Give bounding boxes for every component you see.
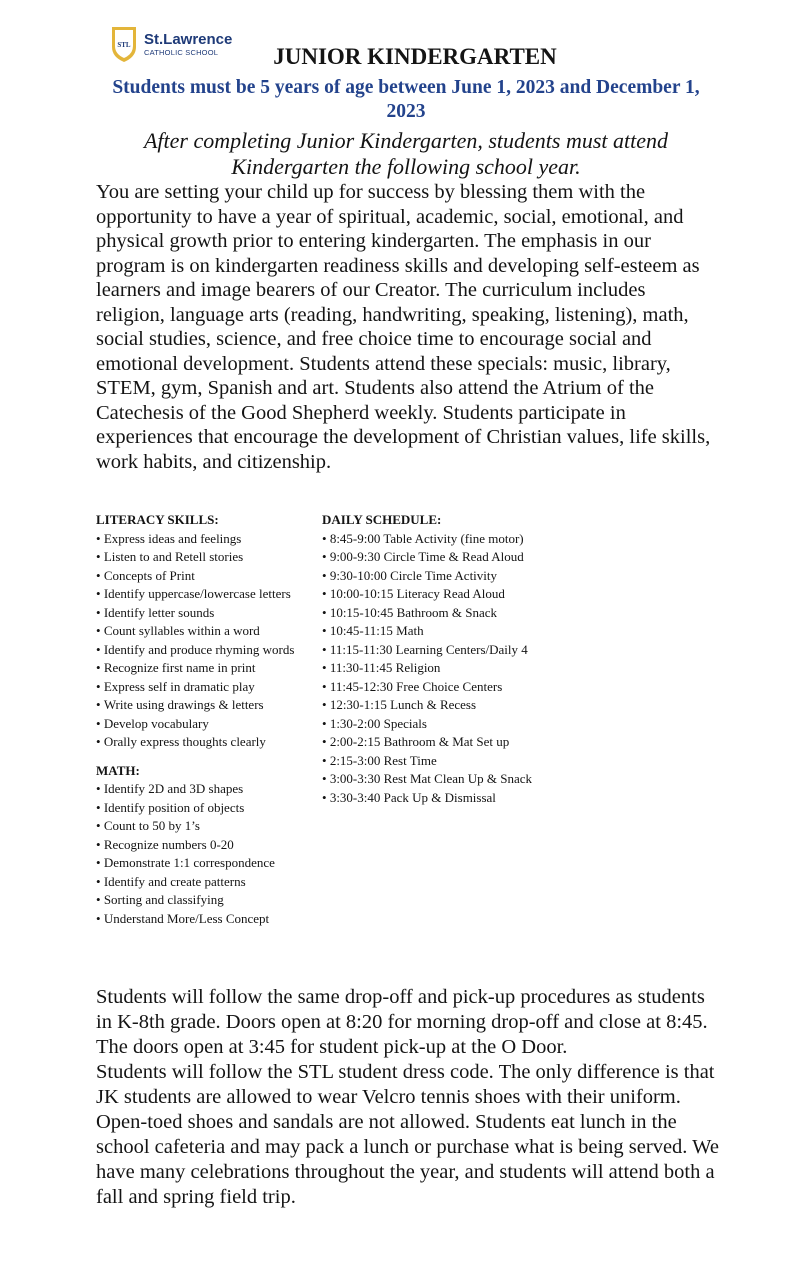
dress-code-paragraph: Students will follow the STL student dress code. The only difference is that JK students are allowed to wear Velcro tennis shoes with their uniform. Open-toed shoes and sandals are not allowed. Students eat lunch in the school cafeteria and may pack a lunch or purchase what is being served. We have many celebrations throughout the year, and students will attend both a fall and spring field trip. xyxy=(96,1061,719,1208)
schedule-item: • 1:30-2:00 Specials xyxy=(322,715,582,734)
schedule-item: • 8:45-9:00 Table Activity (fine motor) xyxy=(322,530,582,549)
schedule-heading: DAILY SCHEDULE: xyxy=(322,512,442,527)
literacy-item: • Recognize first name in print xyxy=(96,659,326,678)
math-item: • Identify 2D and 3D shapes xyxy=(96,780,326,799)
schedule-item: • 9:30-10:00 Circle Time Activity xyxy=(322,567,582,586)
math-heading: MATH: xyxy=(96,762,140,778)
schedule-item: • 11:15-11:30 Learning Centers/Daily 4 xyxy=(322,641,582,660)
math-item: • Count to 50 by 1’s xyxy=(96,817,326,836)
age-requirement: Students must be 5 years of age between June 1, 2023 and December 1, 2023 xyxy=(112,77,700,122)
literacy-item: • Count syllables within a word xyxy=(96,622,326,641)
dropoff-paragraph: Students will follow the same drop-off and pick-up procedures as students in K-8th grade. Doors open at 8:20 for morning drop-off and close at 8:45. The doors open at 3:45 for student pick-up at the O Door. xyxy=(96,986,708,1058)
schedule-item: • 9:00-9:30 Circle Time & Read Aloud xyxy=(322,548,582,567)
svg-text:STL: STL xyxy=(117,41,131,49)
schedule-item: • 11:45-12:30 Free Choice Centers xyxy=(322,678,582,697)
literacy-item: • Express self in dramatic play xyxy=(96,678,326,697)
procedures-section xyxy=(96,985,720,1210)
literacy-item: • Write using drawings & letters xyxy=(96,696,326,715)
school-subtitle: CATHOLIC SCHOOL xyxy=(144,47,219,57)
left-column xyxy=(96,511,326,928)
math-item: • Identify position of objects xyxy=(96,799,326,818)
schedule-list xyxy=(322,530,582,808)
literacy-list xyxy=(96,530,326,752)
intro-paragraph: You are setting your child up for success by blessing them with the opportunity to have a year of spiritual, academic, social, emotional, and physical growth prior to entering kindergarten. The emphasis in our program is on kindergarten readiness skills and developing self-esteem as learners and image bearers of our Creator. The curriculum includes religion, language arts (reading, handwriting, speaking, listening), math, social studies, science, and free choice time to encourage social and emotional development. Students attend these specials: music, library, STEM, gym, Spanish and art. Students also attend the Atrium of the Catechesis of the Good Shepherd weekly. Students participate in experiences that encourage the development of Christian values, life skills, work habits, and citizenship. xyxy=(96,181,711,473)
school-name: St.Lawrence xyxy=(144,30,233,48)
literacy-item: • Identify uppercase/lowercase letters xyxy=(96,585,326,604)
math-item: • Demonstrate 1:1 correspondence xyxy=(96,854,326,873)
math-item: • Identify and create patterns xyxy=(96,873,326,892)
literacy-item: • Orally express thoughts clearly xyxy=(96,733,326,752)
math-item: • Recognize numbers 0-20 xyxy=(96,836,326,855)
schedule-item: • 2:15-3:00 Rest Time xyxy=(322,752,582,771)
schedule-item: • 10:15-10:45 Bathroom & Snack xyxy=(322,604,582,623)
schedule-item: • 12:30-1:15 Lunch & Recess xyxy=(322,696,582,715)
right-column xyxy=(322,511,582,807)
literacy-item: • Express ideas and feelings xyxy=(96,530,326,549)
schedule-item: • 11:30-11:45 Religion xyxy=(322,659,582,678)
literacy-item: • Develop vocabulary xyxy=(96,715,326,734)
math-list xyxy=(96,780,326,928)
math-item: • Understand More/Less Concept xyxy=(96,910,326,929)
literacy-item: • Listen to and Retell stories xyxy=(96,548,326,567)
literacy-item: • Identify letter sounds xyxy=(96,604,326,623)
schedule-item: • 10:00-10:15 Literacy Read Aloud xyxy=(322,585,582,604)
schedule-item: • 3:00-3:30 Rest Mat Clean Up & Snack xyxy=(322,770,582,789)
literacy-item: • Concepts of Print xyxy=(96,567,326,586)
schedule-item: • 2:00-2:15 Bathroom & Mat Set up xyxy=(322,733,582,752)
math-item: • Sorting and classifying xyxy=(96,891,326,910)
page-title: JUNIOR KINDERGARTEN xyxy=(273,44,557,69)
schedule-item: • 10:45-11:15 Math xyxy=(322,622,582,641)
literacy-heading: LITERACY SKILLS: xyxy=(96,512,219,527)
literacy-item: • Identify and produce rhyming words xyxy=(96,641,326,660)
schedule-item: • 3:30-3:40 Pack Up & Dismissal xyxy=(322,789,582,808)
after-note: After completing Junior Kindergarten, students must attend Kindergarten the following school year. xyxy=(143,128,669,179)
